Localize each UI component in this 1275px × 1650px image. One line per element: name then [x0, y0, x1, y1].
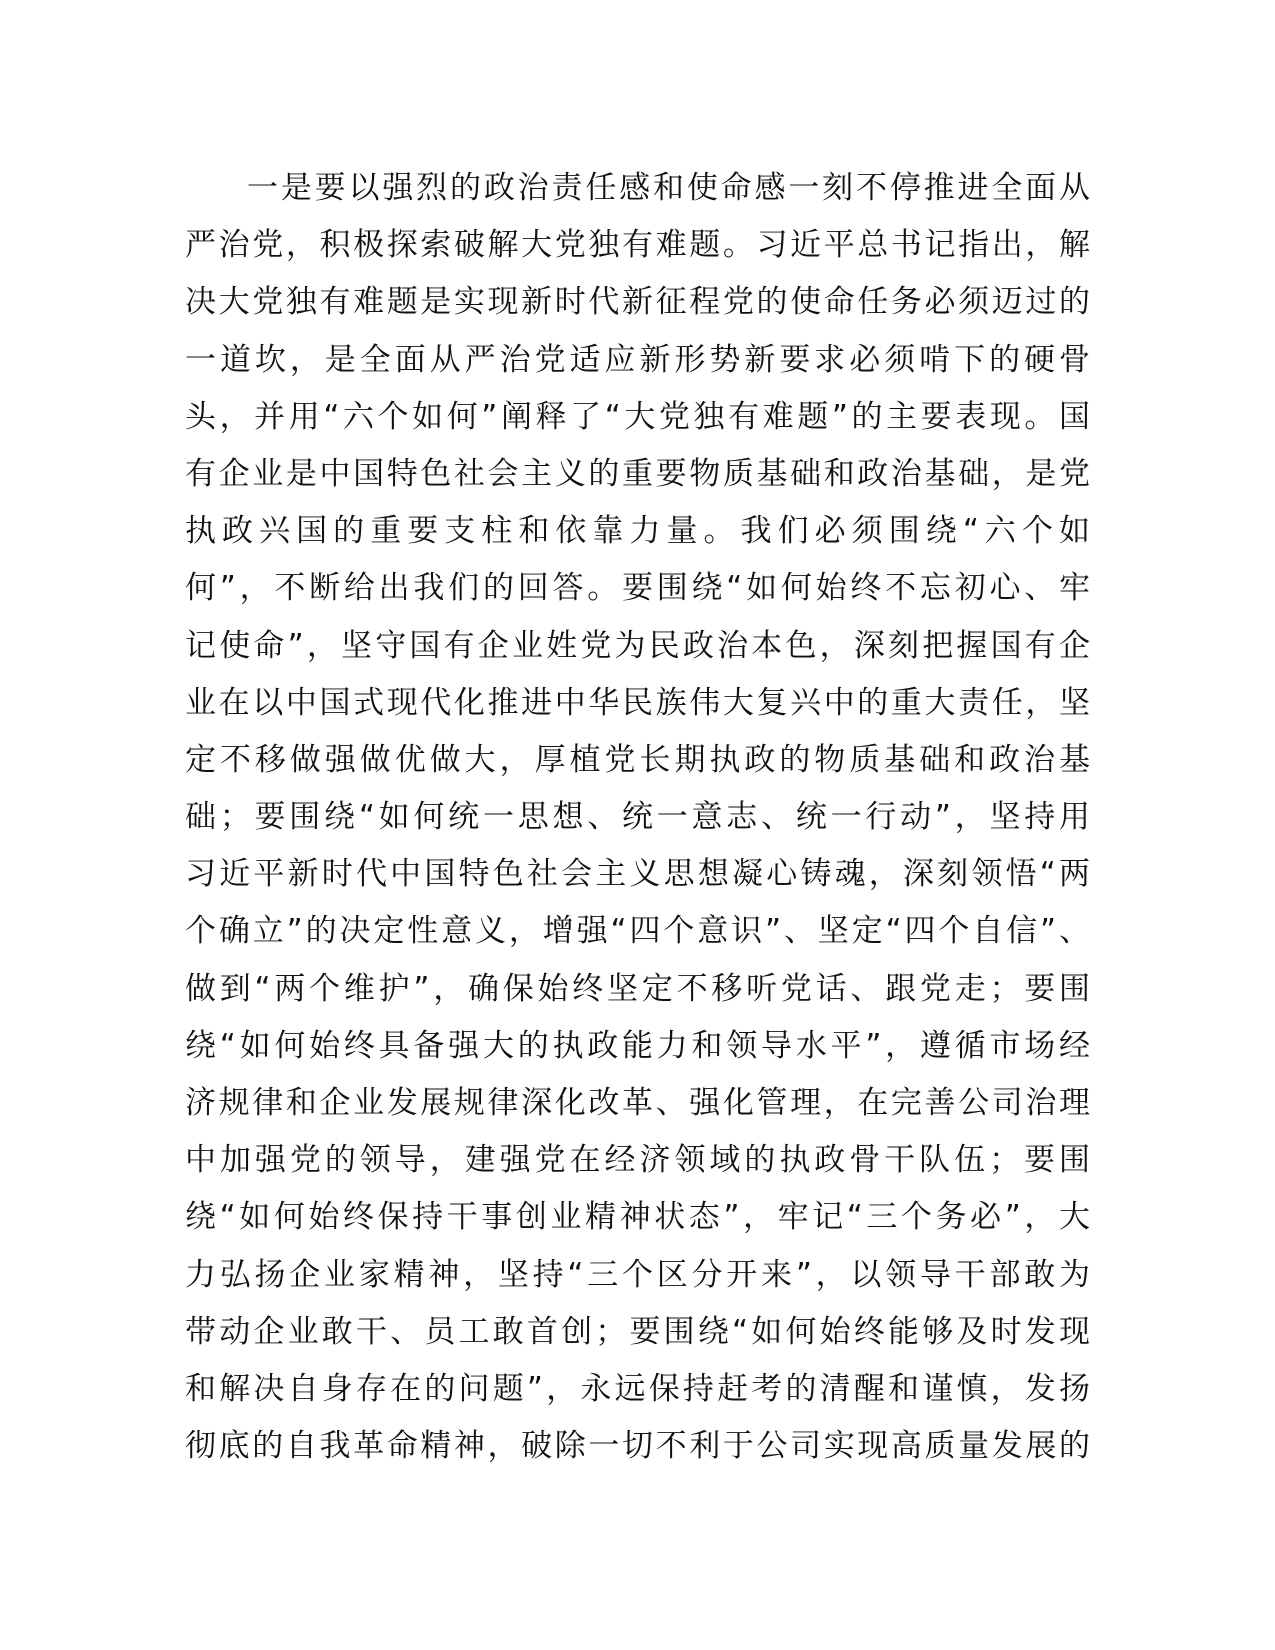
paragraph-line: 做到“两个维护”，确保始终坚定不移听党话、跟党走；要围	[185, 970, 1090, 1007]
paragraph-line: 何”，不断给出我们的回答。要围绕“如何始终不忘初心、牢	[185, 570, 1090, 607]
paragraph-line: 定不移做强做优做大，厚植党长期执政的物质基础和政治基	[185, 741, 1090, 778]
paragraph-line: 和解决自身存在的问题”，永远保持赶考的清醒和谨慎，发扬	[185, 1370, 1090, 1407]
paragraph-line: 带动企业敢干、员工敢首创；要围绕“如何始终能够及时发现	[185, 1313, 1090, 1350]
paragraph-line: 个确立”的决定性意义，增强“四个意识”、坚定“四个自信”、	[185, 913, 1090, 950]
paragraph-line: 绕“如何始终保持干事创业精神状态”，牢记“三个务必”，大	[185, 1199, 1090, 1236]
paragraph-line: 记使命”，坚守国有企业姓党为民政治本色，深刻把握国有企	[185, 627, 1090, 664]
paragraph-line: 绕“如何始终具备强大的执政能力和领导水平”，遵循市场经	[185, 1027, 1090, 1064]
paragraph-line: 济规律和企业发展规律深化改革、强化管理，在完善公司治理	[185, 1085, 1090, 1121]
paragraph-line: 执政兴国的重要支柱和依靠力量。我们必须围绕“六个如	[185, 513, 1090, 550]
paragraph-line: 彻底的自我革命精神，破除一切不利于公司实现高质量发展的	[185, 1428, 1090, 1465]
paragraph-line: 中加强党的领导，建强党在经济领域的执政骨干队伍；要围	[185, 1142, 1090, 1179]
body-paragraph	[185, 160, 1090, 1475]
paragraph-line: 础；要围绕“如何统一思想、统一意志、统一行动”，坚持用	[185, 799, 1090, 836]
paragraph-line: 业在以中国式现代化推进中华民族伟大复兴中的重大责任，坚	[185, 684, 1090, 721]
paragraph-line: 头，并用“六个如何”阐释了“大党独有难题”的主要表现。国	[185, 398, 1090, 435]
paragraph-line: 力弘扬企业家精神，坚持“三个区分开来”，以领导干部敢为	[185, 1256, 1090, 1293]
paragraph-line: 有企业是中国特色社会主义的重要物质基础和政治基础，是党	[185, 455, 1090, 492]
paragraph-line: 一是要以强烈的政治责任感和使命感一刻不停推进全面从	[247, 170, 1090, 206]
paragraph-line: 决大党独有难题是实现新时代新征程党的使命任务必须迈过的	[185, 284, 1090, 321]
paragraph-line: 习近平新时代中国特色社会主义思想凝心铸魂，深刻领悟“两	[185, 856, 1090, 893]
paragraph-line: 严治党，积极探索破解大党独有难题。习近平总书记指出，解	[185, 227, 1090, 264]
paragraph-line: 一道坎，是全面从严治党适应新形势新要求必须啃下的硬骨	[185, 341, 1090, 378]
